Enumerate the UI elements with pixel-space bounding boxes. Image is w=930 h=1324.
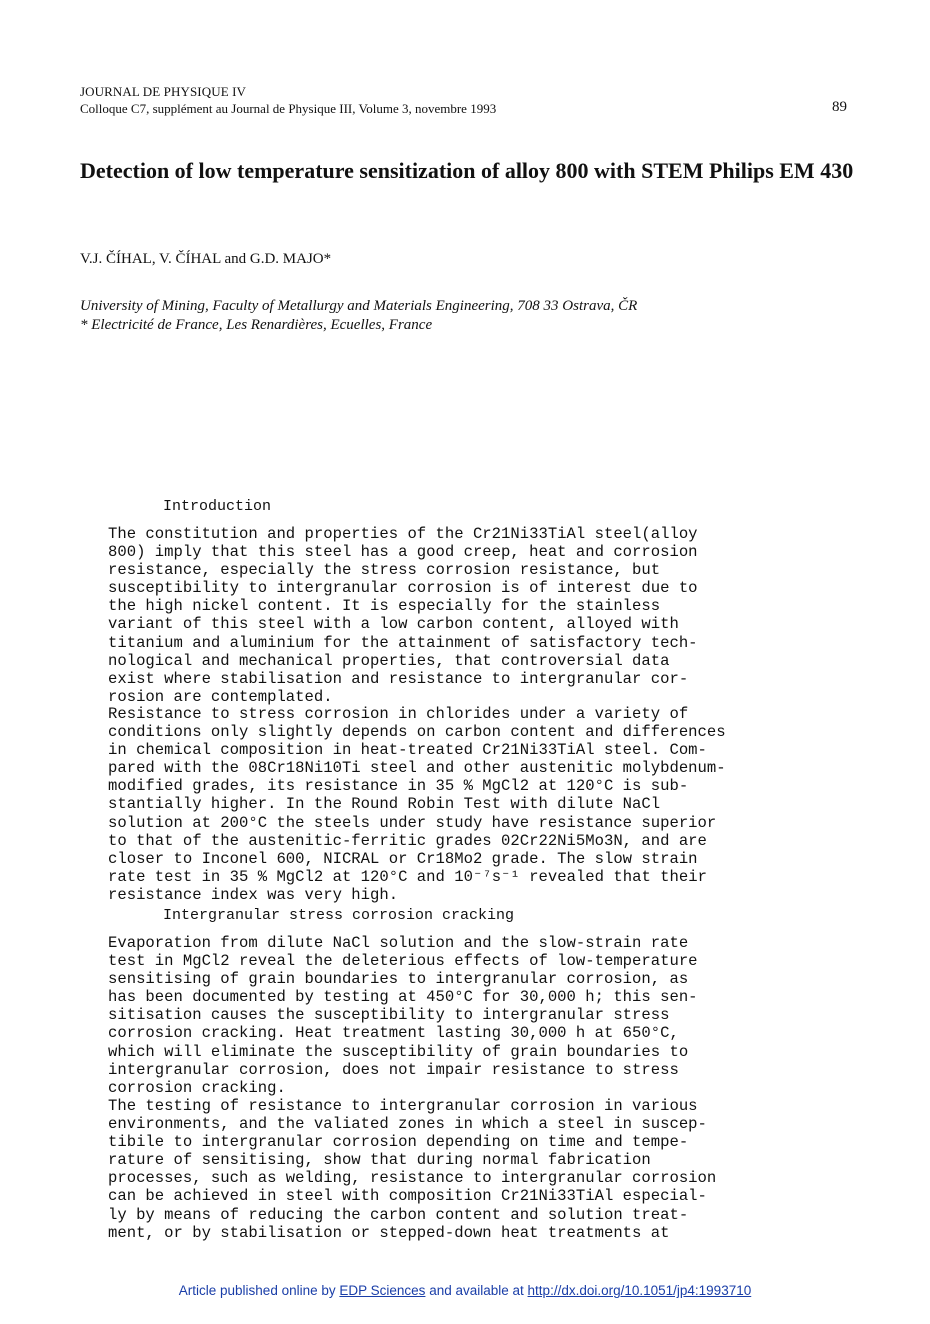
colloque-line: Colloque C7, supplément au Journal de Physique III, Volume 3, novembre 1993 (80, 101, 497, 116)
affiliation-1: University of Mining, Faculty of Metallurgy and Materials Engineering, 708 33 Ostrava, ČR (80, 298, 638, 314)
publisher-link[interactable]: EDP Sciences (339, 1283, 426, 1298)
section-heading: Introduction (163, 498, 272, 515)
page-number: 89 (832, 99, 847, 115)
affiliation-2: * Electricité de France, Les Renardières, Ecuelles, France (80, 317, 433, 333)
paragraph: The constitution and properties of the Cr21Ni33TiAl steel(alloy 800) imply that this steel has a good creep, heat and corrosion resistance, especially the stress corrosion resistance, but susceptibility to intergranular corrosion is of interest due to the high nickel content. It is especially for the stainless variant of this steel with a low carbon content, alloyed with titanium and aluminium for the attainment of satisfactory tech- nological and mechanical properties, that controversial data exist where stabilisation and resistance to intergranular cor- rosion are contemplated. (108, 525, 698, 706)
paper-title: Detection of low temperature sensitization of alloy 800 with STEM Philips EM 430 (80, 158, 854, 183)
authors: V.J. ČÍHAL, V. ČÍHAL and G.D. MAJO* (80, 251, 332, 267)
paragraph: Resistance to stress corrosion in chlorides under a variety of conditions only slightly depends on carbon content and differences in chemical composition in heat-treated Cr21Ni33TiAl steel. Com- pared with the 08Cr18Ni10Ti steel and other austenitic molybdenum- modified grades, its resistance in 35 % MgCl2 at 120°C is sub- stantially higher. In the Round Robin Test with dilute NaCl solution at 200°C the steels under study have resistance superior to that of the austenitic-ferritic grades 02Cr22Ni5Mo3N, and are closer to Inconel 600, NICRAL or Cr18Mo2 grade. The slow strain rate test in 35 % MgCl2 at 120°C and 10⁻⁷s⁻¹ revealed that their resistance index was very high. (108, 705, 726, 904)
section-heading: Intergranular stress corrosion cracking (163, 907, 515, 924)
footer-prefix: Article published online by (178, 1283, 336, 1298)
footer-middle: and available at (429, 1283, 524, 1298)
publication-footer (0, 1283, 930, 1298)
journal-name: JOURNAL DE PHYSIQUE IV (80, 84, 247, 99)
paragraph: The testing of resistance to intergranular corrosion in various environments, and the valiated zones in which a steel in suscep- tibile to intergranular corrosion depending on time and tempe- rature of sensitising, show that during normal fabrication processes, such as welding, resistance to intergranular corrosion can be achieved in steel with composition Cr21Ni33TiAl especial- ly by means of reducing the carbon content and solution treat- ment, or by stabilisation or stepped-down heat treatments at (108, 1097, 717, 1242)
paragraph: Evaporation from dilute NaCl solution and the slow-strain rate test in MgCl2 reveal the deleterious effects of low-temperature sensitising of grain boundaries to intergranular corrosion, as has been documented by testing at 450°C for 30,000 h; this sen- sitisation causes the susceptibility to intergranular stress corrosion cracking. Heat treatment lasting 30,000 h at 650°C, which will eliminate the susceptibility of grain boundaries to intergranular corrosion, does not impair resistance to stress corrosion cracking. (108, 934, 698, 1097)
doi-link[interactable]: http://dx.doi.org/10.1051/jp4:1993710 (527, 1283, 752, 1298)
